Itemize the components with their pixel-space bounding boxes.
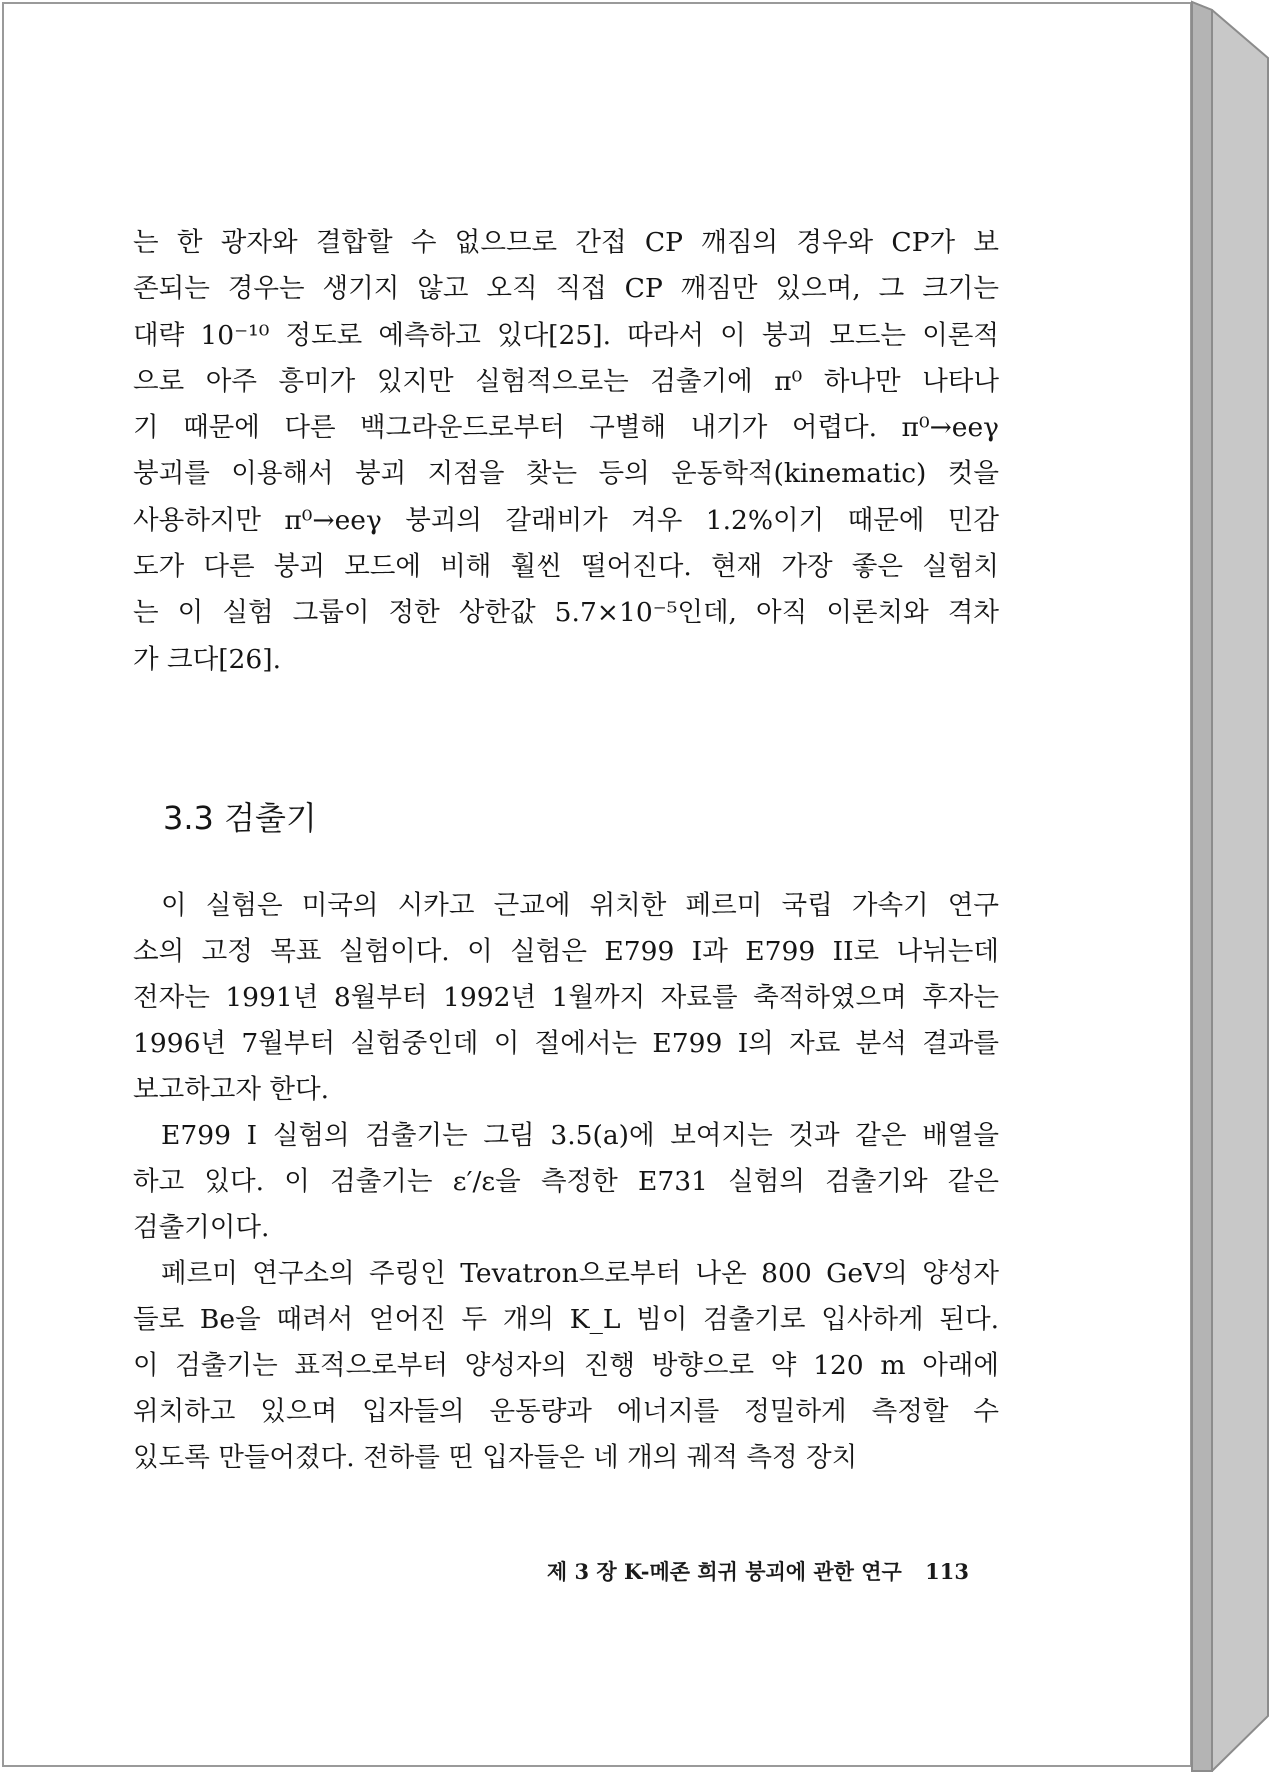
section-3-3-body <box>133 883 999 1481</box>
section-3-2-paragraph <box>133 220 999 683</box>
text-line: 으로 아주 흥미가 있지만 실험적으로는 검출기에 π⁰ 하나만 나타나 <box>133 365 999 397</box>
page-content <box>133 220 999 1473</box>
text-line: E799 I 실험의 검출기는 그림 3.5(a)에 보여지는 것과 같은 배열을 <box>161 1120 999 1151</box>
text-line: 위치하고 있으며 입자들의 운동량과 에너지를 정밀하게 측정할 수 <box>133 1396 999 1427</box>
text-line: 는 한 광자와 결합할 수 없으므로 간접 CP 깨짐의 경우와 CP가 보 <box>133 227 999 258</box>
text-line: 들로 Be을 때려서 얻어진 두 개의 K_L 빔이 검출기로 입사하게 된다. <box>133 1304 999 1335</box>
text-line: 검출기이다. <box>133 1212 270 1243</box>
text-line: 존되는 경우는 생기지 않고 오직 직접 CP 깨짐만 있으며, 그 크기는 <box>133 273 999 305</box>
text-line: 페르미 연구소의 주링인 Tevatron으로부터 나온 800 GeV의 양성자 <box>161 1258 999 1289</box>
text-line: 는 이 실험 그룹이 정한 상한값 5.7×10⁻⁵인데, 아직 이론치와 격차 <box>133 597 999 629</box>
section-3-3-paragraph <box>133 1251 999 1481</box>
page-number: 113 <box>925 1559 969 1584</box>
text-line: 가 크다[26]. <box>133 643 282 675</box>
section-heading: 3.3 검출기 <box>163 799 317 837</box>
section-3-3-paragraph <box>133 883 999 1113</box>
text-line: 붕괴를 이용해서 붕괴 지점을 찾는 등의 운동학적(kinematic) 컷을 <box>133 458 999 490</box>
text-line: 보고하고자 한다. <box>133 1074 330 1105</box>
section-3-3-paragraph <box>133 1113 999 1251</box>
text-line: 있도록 만들어졌다. 전하를 띤 입자들은 네 개의 궤적 측정 장치 <box>133 1442 858 1473</box>
text-line: 이 검출기는 표적으로부터 양성자의 진행 방향으로 약 120 m 아래에 <box>133 1350 999 1381</box>
running-footer <box>133 1556 969 1586</box>
text-line: 대략 10⁻¹⁰ 정도로 예측하고 있다[25]. 따라서 이 붕괴 모드는 이론적 <box>133 319 999 351</box>
text-line: 기 때문에 다른 백그라운드로부터 구별해 내기가 어렵다. π⁰→eeγ <box>133 412 999 444</box>
text-line: 이 실험은 미국의 시카고 근교에 위치한 페르미 국립 가속기 연구 <box>161 890 999 921</box>
text-line: 하고 있다. 이 검출기는 ε′/ε을 측정한 E731 실험의 검출기와 같은 <box>133 1166 999 1197</box>
text-line: 사용하지만 π⁰→eeγ 붕괴의 갈래비가 겨우 1.2%이기 때문에 민감 <box>133 504 999 536</box>
text-line: 전자는 1991년 8월부터 1992년 1월까지 자료를 축적하였으며 후자는 <box>133 982 999 1013</box>
text-line: 소의 고정 목표 실험이다. 이 실험은 E799 I과 E799 II로 나뉘는데 <box>133 936 999 967</box>
text-line: 1996년 7월부터 실험중인데 이 절에서는 E799 I의 자료 분석 결과를 <box>133 1028 999 1059</box>
footer-chapter-title: 제 3 장 K-메존 희귀 붕괴에 관한 연구 <box>546 1559 902 1584</box>
spine-edge <box>1192 2 1212 1771</box>
text-line: 도가 다른 붕괴 모드에 비해 훨씬 떨어진다. 현재 가장 좋은 실험치 <box>133 551 999 583</box>
